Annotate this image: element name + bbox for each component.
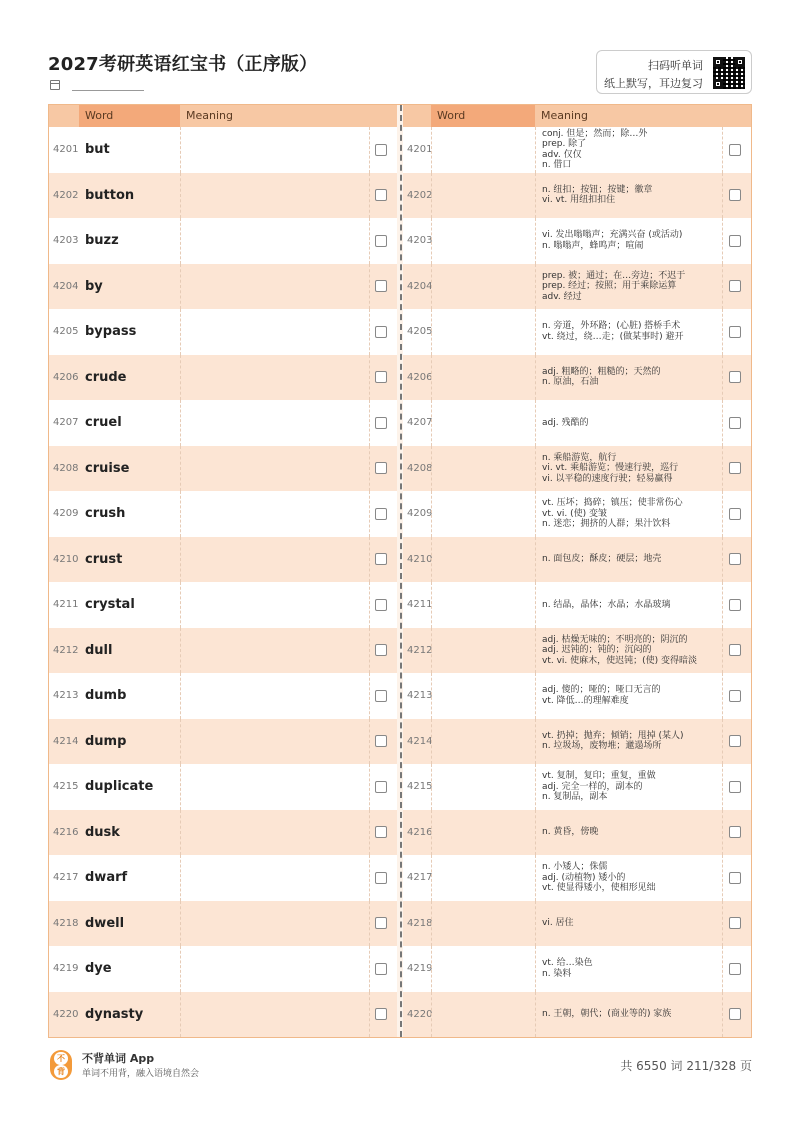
checkbox-icon[interactable] [729,326,741,338]
meaning-cell [535,491,723,537]
vocab-word: crust [85,551,123,567]
vocab-word: duplicate [85,779,154,795]
word-number: 4211 [53,599,79,611]
word-blank[interactable] [431,946,535,992]
checkbox-icon[interactable] [375,326,387,338]
header-word: Word [79,105,180,127]
table-row [49,855,397,901]
page-title: 2027考研英语红宝书（正序版） [48,54,318,75]
word-number: 4215 [407,781,433,793]
table-row [49,764,397,810]
table-row [403,537,751,583]
table-row [49,309,397,355]
word-column [49,105,397,1037]
checkbox-icon[interactable] [729,599,741,611]
table-row [403,446,751,492]
checkbox-icon[interactable] [375,553,387,565]
table-row [49,173,397,219]
logo-char-top: 不 [54,1052,68,1065]
checkbox-icon[interactable] [729,462,741,474]
page-info: 共 6550 词 211/328 页 [620,1059,752,1073]
vocab-word: crude [85,369,127,385]
word-blank[interactable] [431,355,535,401]
checkbox-icon[interactable] [729,280,741,292]
word-number: 4206 [53,371,79,383]
word-number: 4202 [53,189,79,201]
checkbox-icon[interactable] [729,917,741,929]
meaning-text: vi. 发出嗡嗡声；充满兴奋 (或活动) n. 嗡嗡声，蜂鸣声；喧闹 [542,230,683,251]
word-blank[interactable] [431,628,535,674]
calendar-icon [50,80,60,90]
word-number: 4219 [407,963,433,975]
meaning-text: vt. 压坏；捣碎；镇压；使非常伤心 vt. vi. (使) 变皱 n. 迷恋；拥挤的人群；果汁饮料 [542,498,683,529]
checkbox-icon[interactable] [729,189,741,201]
meaning-blank[interactable] [180,673,370,719]
meaning-blank[interactable] [180,628,370,674]
meaning-blank[interactable] [180,446,370,492]
table-row [49,218,397,264]
word-blank[interactable] [431,400,535,446]
checkbox-icon[interactable] [375,144,387,156]
table-row [403,173,751,219]
vocab-word: crush [85,506,126,522]
meaning-blank[interactable] [180,309,370,355]
word-blank[interactable] [431,810,535,856]
table-row [403,491,751,537]
table-row [403,127,751,173]
table-row [49,491,397,537]
checkbox-icon[interactable] [729,644,741,656]
word-number: 4216 [53,826,79,838]
scan-text-line1: 扫码听单词 [648,59,703,72]
word-number: 4202 [407,189,433,201]
header-word: Word [431,105,535,127]
app-name: 不背单词 App [82,1052,155,1065]
meaning-text: n. 旁道，外环路；(心脏) 搭桥手术 vt. 绕过，绕…走；(做某事时) 避开 [542,321,684,342]
word-blank[interactable] [431,901,535,947]
table-row [49,992,397,1038]
checkbox-icon[interactable] [375,235,387,247]
vocab-sheet [48,104,752,1038]
word-number: 4218 [407,917,433,929]
table-row [49,901,397,947]
vocab-word: bypass [85,324,137,340]
meaning-cell [535,719,723,765]
table-row [49,264,397,310]
meaning-text: n. 结晶，晶体；水晶；水晶玻璃 [542,599,671,610]
word-number: 4205 [53,326,79,338]
table-row [49,582,397,628]
word-number: 4213 [407,690,433,702]
logo-char-bottom: 背 [54,1065,68,1078]
meaning-text: n. 纽扣；按钮；按键；徽章 vi. vt. 用纽扣扣住 [542,184,653,206]
meaning-text: n. 黄昏，傍晚 [542,827,599,837]
meaning-cell [535,810,723,856]
word-blank[interactable] [431,764,535,810]
table-row [403,946,751,992]
table-row [403,264,751,310]
word-number: 4204 [53,280,79,292]
date-field[interactable] [72,90,144,91]
meaning-blank[interactable] [180,400,370,446]
meaning-cell [535,309,723,355]
meaning-cell [535,355,723,401]
vocab-word: cruel [85,415,122,431]
word-number: 4215 [53,781,79,793]
meaning-cell [535,446,723,492]
scan-text-line2: 纸上默写，耳边复习 [604,77,703,90]
checkbox-icon[interactable] [375,963,387,975]
checkbox-icon[interactable] [729,690,741,702]
meaning-text: n. 小矮人；侏儒 adj. (动植物) 矮小的 vt. 使显得矮小，使相形见绌 [542,862,656,893]
meaning-column [403,105,751,1037]
word-blank[interactable] [431,173,535,219]
word-blank[interactable] [431,855,535,901]
meaning-cell [535,628,723,674]
meaning-blank[interactable] [180,764,370,810]
table-row [49,355,397,401]
app-logo-icon [50,1050,72,1080]
word-blank[interactable] [431,537,535,583]
vocab-word: dye [85,961,112,977]
word-number: 4220 [407,1008,433,1020]
checkbox-icon[interactable] [375,644,387,656]
table-row [403,901,751,947]
meaning-cell [535,582,723,628]
vocab-word: dump [85,733,127,749]
meaning-blank[interactable] [180,218,370,264]
checkbox-icon[interactable] [375,735,387,747]
vocab-word: but [85,142,110,158]
checkbox-icon[interactable] [729,553,741,565]
table-row [403,673,751,719]
meaning-blank[interactable] [180,264,370,310]
vocab-word: dynasty [85,1006,144,1022]
header-meaning: Meaning [186,109,233,122]
word-number: 4201 [53,144,79,156]
word-number: 4206 [407,371,433,383]
word-blank[interactable] [431,992,535,1038]
qr-code-icon[interactable] [713,57,745,89]
word-number: 4217 [53,872,79,884]
word-number: 4216 [407,826,433,838]
checkbox-icon[interactable] [375,417,387,429]
vocab-word: dumb [85,688,127,704]
checkbox-icon[interactable] [729,144,741,156]
checkbox-icon[interactable] [729,826,741,838]
meaning-blank[interactable] [180,537,370,583]
page-header [48,48,752,98]
meaning-blank[interactable] [180,946,370,992]
vocab-word: cruise [85,460,130,476]
meaning-blank[interactable] [180,491,370,537]
word-number: 4214 [407,735,433,747]
meaning-blank[interactable] [180,901,370,947]
checkbox-icon[interactable] [729,1008,741,1020]
meaning-blank[interactable] [180,992,370,1038]
checkbox-icon[interactable] [375,690,387,702]
table-row [403,764,751,810]
scan-qr-panel[interactable] [596,50,752,94]
vocab-word: dull [85,642,113,658]
word-blank[interactable] [431,491,535,537]
word-number: 4211 [407,599,433,611]
vocab-word: dwell [85,915,125,931]
word-number: 4214 [53,735,79,747]
table-header [49,105,397,127]
meaning-blank[interactable] [180,582,370,628]
table-row [49,719,397,765]
word-number: 4212 [407,644,433,656]
table-row [403,218,751,264]
table-row [49,628,397,674]
word-number: 4203 [407,235,433,247]
meaning-text: adj. 残酷的 [542,417,589,428]
meaning-blank[interactable] [180,810,370,856]
checkbox-icon[interactable] [729,963,741,975]
meaning-text: n. 乘船游览，航行 vi. vt. 乘船游览；慢速行驶，巡行 vi. 以平稳的速度行驶；轻易赢得 [542,452,679,484]
checkbox-icon[interactable] [375,826,387,838]
word-number: 4208 [407,462,433,474]
meaning-cell [535,992,723,1038]
checkbox-icon[interactable] [375,462,387,474]
meaning-cell [535,946,723,992]
table-row [49,446,397,492]
meaning-blank[interactable] [180,855,370,901]
word-number: 4203 [53,235,79,247]
table-row [403,719,751,765]
meaning-cell [535,400,723,446]
vocab-word: dusk [85,824,120,840]
meaning-cell [535,537,723,583]
word-number: 4213 [53,690,79,702]
app-slogan: 单词不用背，融入语境自然会 [82,1069,200,1079]
vocab-word: buzz [85,233,119,249]
vocab-word: by [85,278,103,294]
checkbox-icon[interactable] [375,917,387,929]
checkbox-icon[interactable] [729,371,741,383]
vocab-word: dwarf [85,870,128,886]
meaning-cell [535,173,723,219]
checkbox-icon[interactable] [375,599,387,611]
header-meaning: Meaning [541,109,588,122]
word-number: 4218 [53,917,79,929]
checkbox-icon[interactable] [375,781,387,793]
word-blank[interactable] [431,446,535,492]
table-row [403,810,751,856]
meaning-blank[interactable] [180,173,370,219]
table-header [403,105,751,127]
checkbox-icon[interactable] [375,371,387,383]
meaning-cell [535,901,723,947]
fold-divider [400,105,402,1037]
checkbox-icon[interactable] [375,1008,387,1020]
checkbox-icon[interactable] [729,417,741,429]
table-row [49,673,397,719]
table-row [403,355,751,401]
meaning-blank[interactable] [180,355,370,401]
table-row [49,537,397,583]
table-row [403,400,751,446]
checkbox-icon[interactable] [729,735,741,747]
meaning-text: adj. 傻的；哑的；哑口无言的 vt. 降低…的理解难度 [542,685,661,706]
word-number: 4205 [407,326,433,338]
checkbox-icon[interactable] [375,280,387,292]
table-row [49,400,397,446]
checkbox-icon[interactable] [729,508,741,520]
vocab-word: button [85,187,135,203]
meaning-text: prep. 被；通过；在…旁边；不迟于 prep. 经过；按照；用于乘除运算 adv. 经过 [542,270,686,302]
word-number: 4207 [53,417,79,429]
checkbox-icon[interactable] [375,872,387,884]
table-row [403,628,751,674]
meaning-cell [535,764,723,810]
word-number: 4209 [53,508,79,520]
meaning-text: n. 王朝，朝代；(商业等的) 家族 [542,1009,672,1019]
checkbox-icon[interactable] [729,872,741,884]
word-number: 4217 [407,872,433,884]
word-blank[interactable] [431,127,535,173]
word-number: 4212 [53,644,79,656]
word-blank[interactable] [431,673,535,719]
meaning-blank[interactable] [180,719,370,765]
word-blank[interactable] [431,264,535,310]
table-row [49,946,397,992]
word-blank[interactable] [431,218,535,264]
word-number: 4220 [53,1008,79,1020]
word-blank[interactable] [431,582,535,628]
word-number: 4207 [407,417,433,429]
checkbox-icon[interactable] [729,781,741,793]
meaning-text: conj. 但是；然而；除…外 prep. 除了 adv. 仅仅 n. 借口 [542,128,648,171]
table-row [403,582,751,628]
vocab-word: crystal [85,597,135,613]
word-number: 4210 [53,553,79,565]
word-number: 4204 [407,280,433,292]
word-number: 4209 [407,508,433,520]
meaning-text: vt. 给…染色 n. 染料 [542,958,593,979]
word-number: 4219 [53,963,79,975]
meaning-cell [535,218,723,264]
table-row [403,309,751,355]
word-blank[interactable] [431,719,535,765]
meaning-text: vt. 复制，复印；重复，重做 adj. 完全一样的，副本的 n. 复制品，副本 [542,771,656,802]
page-footer [48,1048,752,1082]
meaning-cell [535,855,723,901]
word-blank[interactable] [431,309,535,355]
meaning-text: adj. 粗略的；粗糙的；天然的 n. 原油，石油 [542,366,661,388]
meaning-text: vt. 扔掉；抛弃；倾销；甩掉 (某人) n. 垃圾场，废物堆；邋遢场所 [542,730,684,752]
meaning-text: vi. 居住 [542,918,574,928]
table-row [49,810,397,856]
meaning-cell [535,673,723,719]
word-number: 4201 [407,144,433,156]
meaning-cell [535,264,723,310]
meaning-text: adj. 枯燥无味的；不明亮的；阴沉的 adj. 迟钝的；钝的；沉闷的 vt. vi. 使麻木，使迟钝；(使) 变得暗淡 [542,634,698,666]
checkbox-icon[interactable] [375,508,387,520]
table-row [403,992,751,1038]
word-number: 4208 [53,462,79,474]
meaning-blank[interactable] [180,127,370,173]
checkbox-icon[interactable] [375,189,387,201]
meaning-cell [535,127,723,173]
meaning-text: n. 面包皮；酥皮；硬层；地壳 [542,554,662,564]
table-row [403,855,751,901]
word-number: 4210 [407,553,433,565]
checkbox-icon[interactable] [729,235,741,247]
table-row [49,127,397,173]
